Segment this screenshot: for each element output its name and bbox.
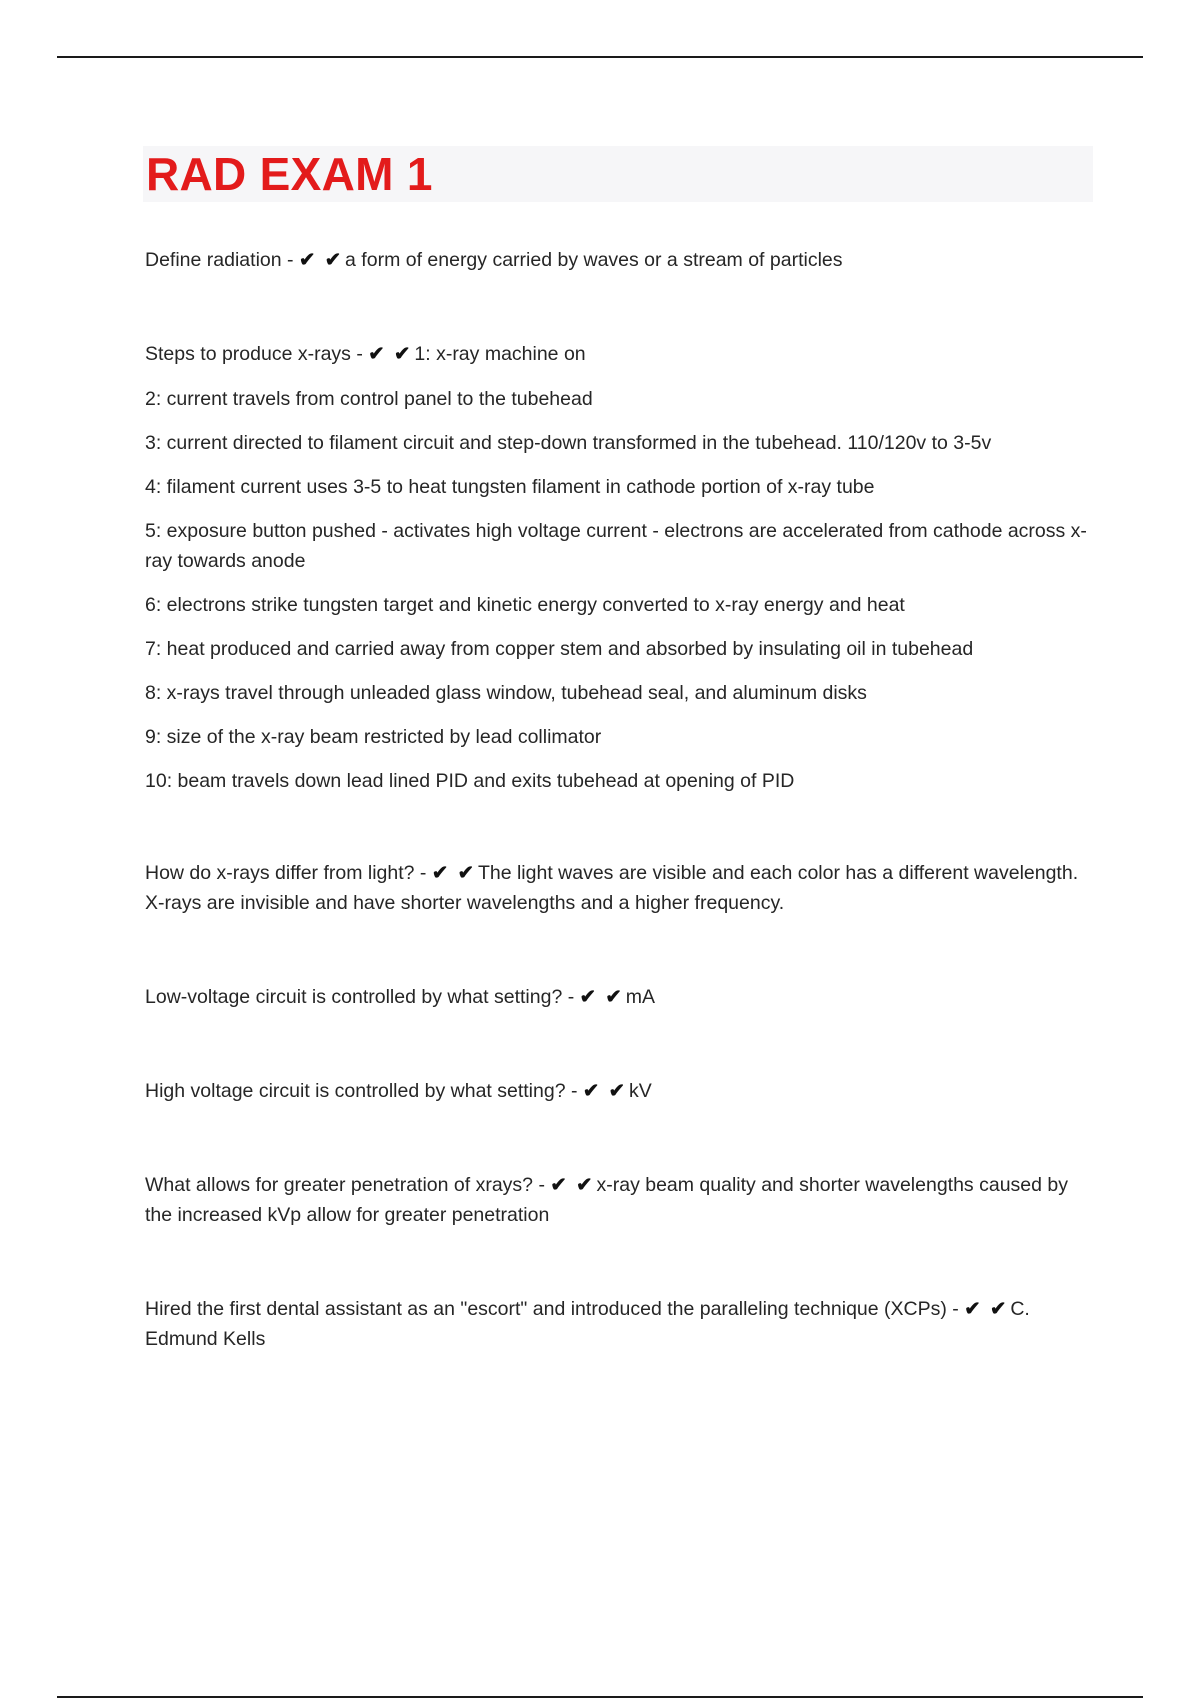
- qa-item-5: [145, 1076, 1095, 1106]
- answer-text: mA: [625, 986, 655, 1008]
- double-check-icon: ✔ ✔: [550, 1174, 595, 1196]
- step-line: 5: exposure button pushed - activates high voltage current - electrons are accelerated from cathode across x-ray towards anode: [145, 520, 1087, 572]
- document-body: [145, 245, 1095, 1418]
- title-band: [143, 146, 1093, 202]
- question-text: How do x-rays differ from light?: [145, 862, 415, 884]
- separator: -: [533, 1174, 551, 1196]
- answer-text: The light waves are visible and each color has a different wavelength. X-rays are invisible and have shorter wavelengths and a higher frequency.: [145, 862, 1079, 914]
- question-text: High voltage circuit is controlled by what setting?: [145, 1080, 566, 1102]
- double-check-icon: ✔ ✔: [368, 343, 413, 365]
- step-line: 4: filament current uses 3-5 to heat tungsten filament in cathode portion of x-ray tube: [145, 476, 875, 498]
- step-line: 7: heat produced and carried away from copper stem and absorbed by insulating oil in tubehead: [145, 638, 974, 660]
- top-rule: [57, 56, 1143, 58]
- qa-item-6: [145, 1170, 1095, 1230]
- qa-item-3: [145, 858, 1095, 918]
- step-line: 8: x-rays travel through unleaded glass window, tubehead seal, and aluminum disks: [145, 682, 867, 704]
- double-check-icon: ✔ ✔: [579, 986, 624, 1008]
- step-line: 2: current travels from control panel to the tubehead: [145, 388, 593, 410]
- question-text: Define radiation: [145, 249, 282, 271]
- question-text: Hired the first dental assistant as an "escort" and introduced the paralleling technique (XCPs): [145, 1298, 947, 1320]
- double-check-icon: ✔ ✔: [298, 249, 344, 271]
- qa-item-4: [145, 982, 1095, 1012]
- separator: -: [562, 986, 580, 1008]
- answer-text: x-ray beam quality and shorter wavelengths caused by the increased kVp allow for greater penetration: [145, 1174, 1068, 1226]
- qa-header-line: [145, 339, 1095, 369]
- double-check-icon: ✔ ✔: [582, 1080, 627, 1102]
- qa-item-1: [145, 245, 1095, 275]
- answer-text: a form of energy carried by waves or a stream of particles: [345, 249, 843, 271]
- step-line: 10: beam travels down lead lined PID and exits tubehead at opening of PID: [145, 770, 795, 792]
- qa-item-2: [145, 339, 1095, 796]
- double-check-icon: ✔ ✔: [431, 862, 476, 884]
- separator: -: [946, 1298, 965, 1320]
- question-text: What allows for greater penetration of xrays?: [145, 1174, 534, 1196]
- answer-text: kV: [629, 1080, 652, 1102]
- question-text: Steps to produce x-rays: [145, 343, 351, 365]
- separator: -: [414, 862, 432, 884]
- step-line: 9: size of the x-ray beam restricted by lead collimator: [145, 726, 602, 748]
- qa-item-7: [145, 1294, 1095, 1354]
- document-title: RAD EXAM 1: [146, 148, 433, 200]
- separator: -: [350, 343, 369, 365]
- separator: -: [281, 249, 299, 271]
- answer-text: 1: x-ray machine on: [414, 343, 586, 365]
- step-line: 6: electrons strike tungsten target and kinetic energy converted to x-ray energy and heat: [145, 594, 905, 616]
- double-check-icon: ✔ ✔: [964, 1298, 1009, 1320]
- step-line: 3: current directed to filament circuit and step-down transformed in the tubehead. 110/120v to 3-5v: [145, 432, 992, 454]
- separator: -: [565, 1080, 583, 1102]
- question-text: Low-voltage circuit is controlled by what setting?: [145, 986, 563, 1008]
- bottom-rule: [57, 1696, 1143, 1698]
- answer-text: C. Edmund Kells: [145, 1298, 1030, 1350]
